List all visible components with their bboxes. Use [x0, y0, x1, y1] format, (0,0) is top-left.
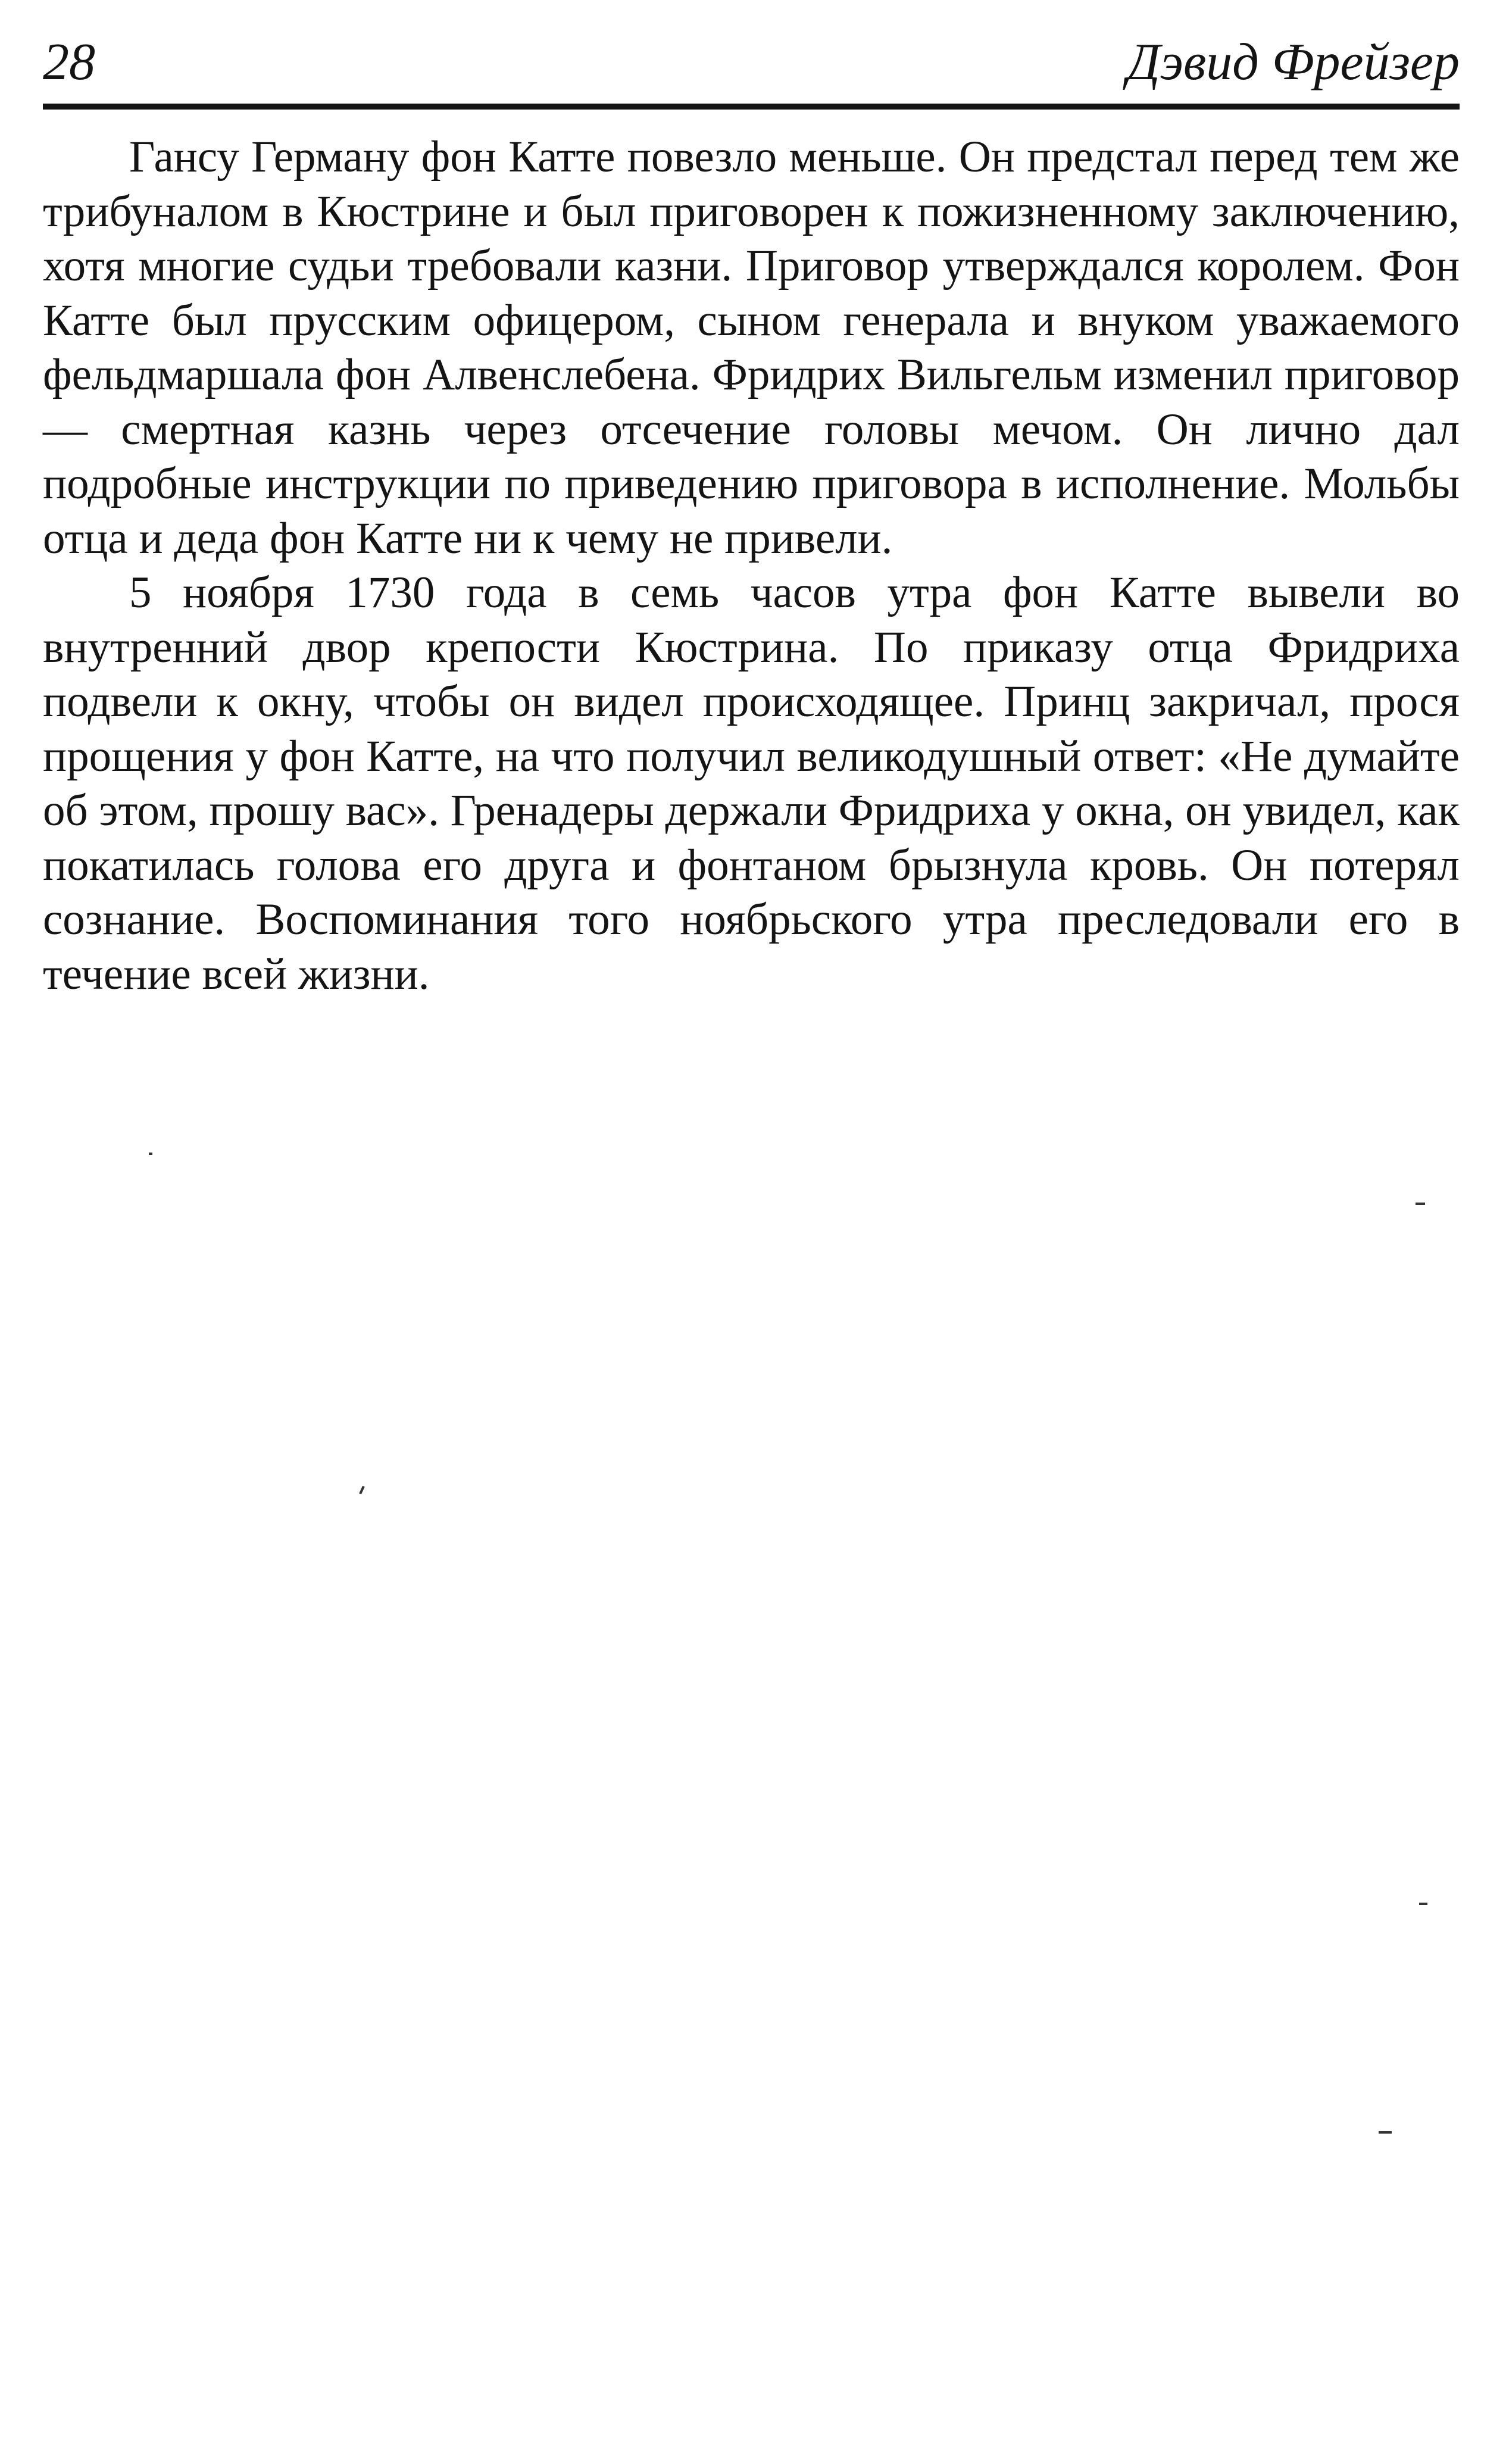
header-rule [43, 104, 1460, 110]
body-text [43, 130, 1460, 1001]
page-header [43, 30, 1460, 95]
scan-speck [1419, 1903, 1427, 1905]
paragraph-1: Гансу Герману фон Катте повезло меньше. Он предстал перед тем же трибуналом в Кюстрине и был приговорен к пожизненному заключению, хотя многие судьи требовали казни. Приговор утверждался королем. Фон Катте был прусским офицером, сыном генерала и внуком уважаемого фельдмаршала фон Алвенслебена. Фридрих Вильгельм изменил приговор — смертная казнь через отсечение головы мечом. Он лично дал подробные инструкции по приведению приговора в исполнение. Мольбы отца и деда фон Катте ни к чему не привели. [43, 132, 1460, 563]
scan-speck [149, 1153, 152, 1155]
scan-speck [1416, 1203, 1425, 1205]
page-number: 28 [43, 33, 95, 91]
running-title: Дэвид Фрейзер [1127, 33, 1460, 91]
scan-speck [1379, 2131, 1392, 2134]
scan-speck [359, 1486, 365, 1494]
paragraph-2: 5 ноября 1730 года в семь часов утра фон Катте вывели во внутренний двор крепости Кюстрина. По приказу отца Фридриха подвели к окну, чтобы он видел происходящее. Принц закричал, прося прощения у фон Катте, на что получил великодушный ответ: «Не думайте об этом, прошу вас». Гренадеры держали Фридриха у окна, он увидел, как покатилась голова его друга и фонтаном брызнула кровь. Он потерял сознание. Воспоминания того ноябрьского утра преследовали его в течение всей жизни. [43, 568, 1460, 999]
